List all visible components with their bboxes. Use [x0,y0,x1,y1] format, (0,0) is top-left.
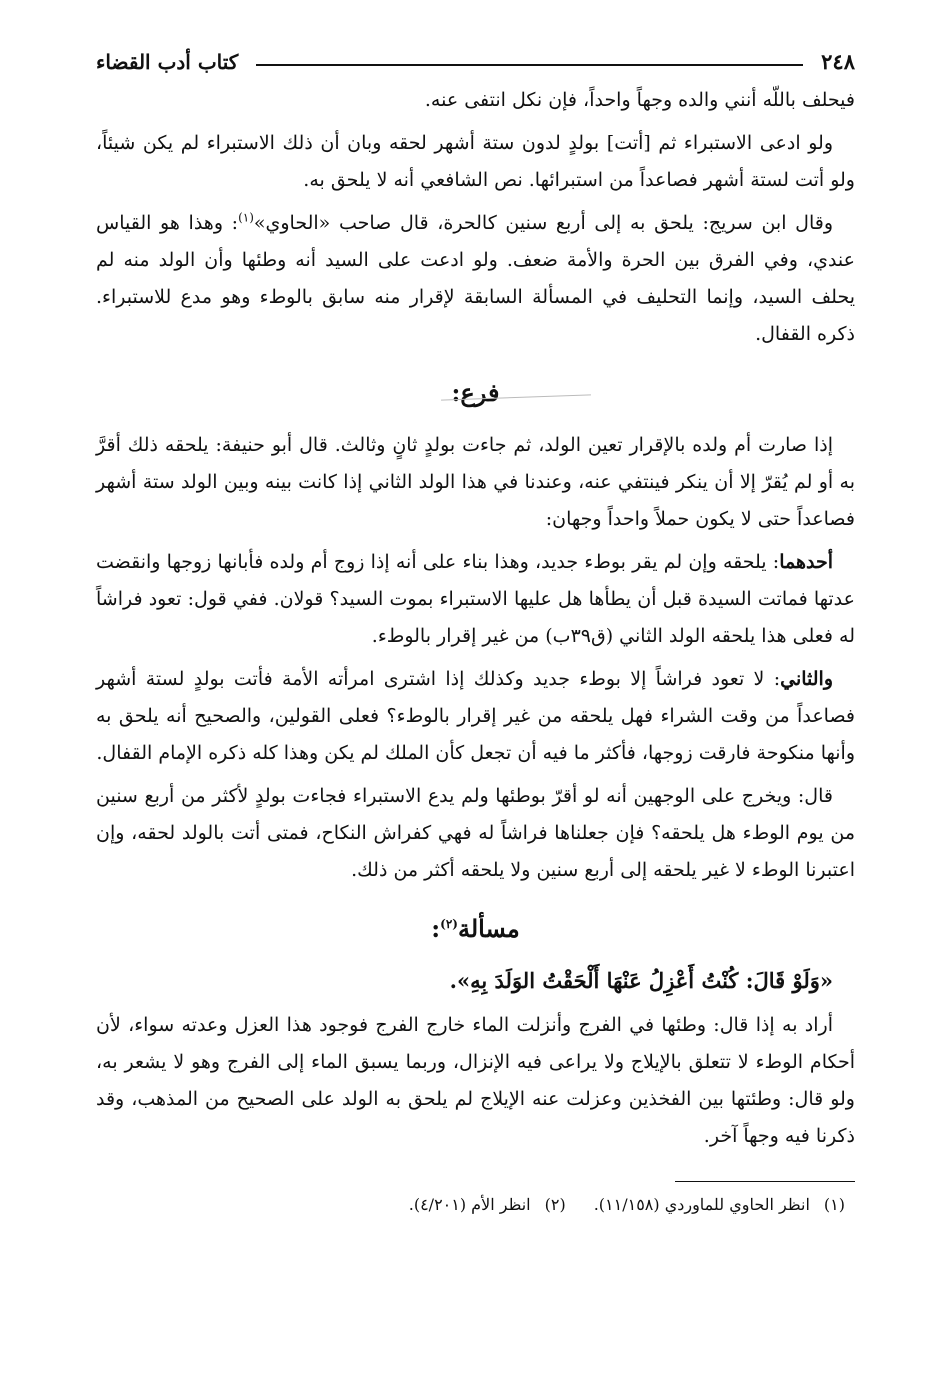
paragraph-text: وقال ابن سريج: يلحق به إلى أربع سنين كالحرة، قال صاحب «الحاوي» [253,212,834,234]
page-content [96,82,855,1218]
paragraph-lead: والثاني [780,668,833,690]
footnote [594,1192,845,1218]
paragraph-text: : لا تعود فراشاً إلا بوطء جديد وكذلك إذا اشترى امرأته الأمة فأتت بولدٍ لستة أشهر فصاعداً من وقت الشراء فهل يلحقه من غير إقرار بالوطء؟ فعلى القولين، والصحيح أنه يلحق به وأنها منكوحة فارقت زوجها، فأكثر ما فيه أن تجعل كأن الملك لم يكن وهذا كله ذكره الإمام القفال. [96,668,855,764]
book-title: كتاب أدب القضاء [96,50,239,74]
quoted-text: «وَلَوْ قَالَ: كُنْتُ أَعْزِلُ عَنْهَا أَلْحَقْتُ الوَلَدَ بِهِ». [449,968,833,993]
paragraph: إذا صارت أم ولده بالإقرار تعين الولد، ثم جاءت بولدٍ ثانٍ وثالث. قال أبو حنيفة: يلحقه ذلك أقرَّ به أو لم يُقرّ إلا أن ينكر فينتفي عنه، وعندنا في هذا الولد الثاني إذا كانت بينه وبين الولد ستة أشهر فصاعداً حتى لا يكون حملاً واحداً وجهان: [96,434,855,530]
footnote [409,1192,566,1218]
footnotes [96,1192,855,1218]
paragraph-text: : يلحقه وإن لم يقر بوطء جديد، وهذا بناء على أنه إذا زوج أم ولده فأبانها زوجها وانقضت عدتها فماتت السيدة قبل أن يطأها هل عليها الاستبراء بموت السيد؟ قولان. ففي قول: تعود فراشاً له فعلى هذا يلحقه الولد الثاني (ق٣٩ب) من غير إقرار بالوطء. [96,551,855,647]
footnote-text: انظر الحاوي للماوردي (١١/١٥٨). [593,1195,810,1214]
paragraph [96,205,855,353]
header-rule [256,64,803,66]
paragraph-text: : وهذا هو القياس عندي، وفي الفرق بين الحرة والأمة ضعف. ولو ادعت على السيد أنه وطئها وأن الولد منه لم يحلف السيد، وإنما التحليف في المسألة السابقة لإقرار منه سابق بالوطء وهو مدع للاستبراء. ذكره القفال. [96,212,855,345]
paragraph-lead: أحدهما [779,551,833,573]
section-heading-colon: : [431,914,441,943]
section-heading [96,375,855,411]
footnote-number: (٢) [544,1195,566,1214]
paragraph: أراد به إذا قال: وطئها في الفرج وأنزلت الماء خارج الفرج فوجود هذا العزل وعدته سواء، لأن أحكام الوطء لا تتعلق بالإيلاج ولا يراعى فيه الإنزال، وربما يسبق الماء إلى الفرج وهو لا يشعر به، ولو قال: وطئتها بين الفخذين وعزلت عنه الإيلاج لم يلحق به الولد على الصحيح من المذهب، وقد ذكرنا فيه وجهاً آخر. [96,1014,855,1147]
footnote-text: انظر الأم (٤/٢٠١). [408,1195,531,1214]
paragraph [96,544,855,655]
section-heading [96,911,855,947]
section-heading-text: مسألة [457,914,520,943]
paragraph: ولو ادعى الاستبراء ثم [أتت] بولدٍ لدون ستة أشهر لحقه وبان أن ذلك الاستبراء لم يكن شيئاً، ولو أتت لستة أشهر فصاعداً من استبرائها. نص الشافعي أنه لا يلحق به. [96,132,855,191]
section-heading-text: فرع: [451,378,500,407]
footnote-ref: (١) [238,210,254,225]
paragraph: قال: ويخرج على الوجهين أنه لو أقرّ بوطئها ولم يدع الاستبراء فجاءت بولدٍ لأكثر من أربع سنين من يوم الوطء هل يلحقه؟ فإن جعلناها فراشاً له فهي كفراش النكاح، فمتى أتت بالولد لحقه، وإن اعتبرنا الوطء لا غير يلحقه إلى أربع سنين ولا يلحقه أكثر من ذلك. [96,785,855,881]
page-header [96,40,855,74]
paragraph: فيحلف باللّه أنني والده وجهاً واحداً، فإن نكل انتفى عنه. [424,89,855,111]
page-number: ٢٤٨ [821,49,855,74]
footnote-ref: (٢) [440,917,458,931]
footnote-rule [675,1181,855,1182]
paragraph [96,661,855,772]
footnote-number: (١) [823,1195,845,1214]
